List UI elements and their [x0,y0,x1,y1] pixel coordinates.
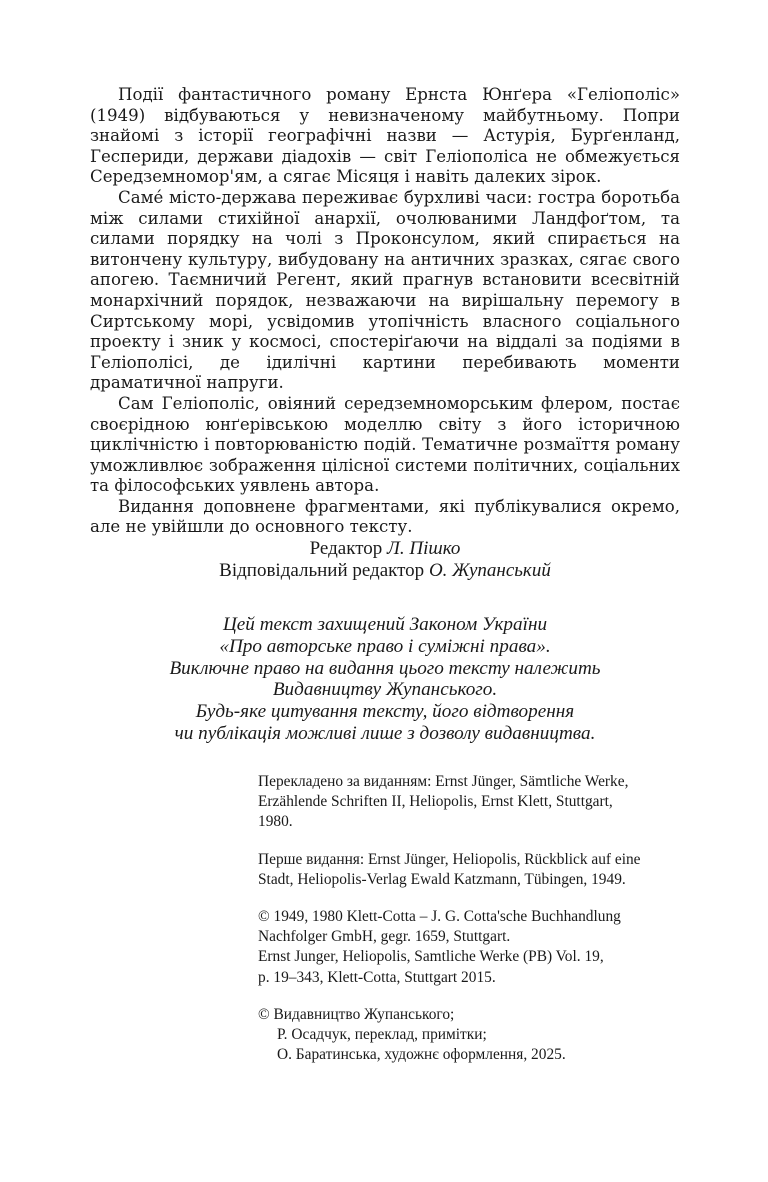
imprint-line: p. 19–343, Klett-Cotta, Stuttgart 2015. [258,968,496,986]
editors-block [90,538,680,582]
imprint [258,772,688,1082]
copyright-notice-line: «Про авторське право і суміжні права». [219,635,551,657]
annotation-paragraph-3: Сам Геліополіс, овіяний середземноморським флером, постає своєрідною юнґерівською моделлю світу з його історичною циклічністю і повторюваністю подій. Тематичне розмаїття роману уможливлює зображення цілісної системи політичних, соціальних та філософських уявлень автора. [90,393,680,496]
annotation-paragraph-2: Саме́ місто-держава переживає бурхливі часи: гостра боротьба між силами стихійної анархії, очолюваними Ландфоґтом, та силами порядку на чолі з Проконсулом, який спирається на витончену культуру, вибудовану на античних зразках, сягає свого апогею. Таємничий Регент, який прагнув встановити всесвітній монархічний порядок, незважаючи на вирішальну перемогу в Сиртському морі, усвідомив утопічність власного соціального проекту і зник у космосі, спостеріґаючи на віддалі за подіями в Геліополісі, де ідилічні картини перебивають моменти драматичної напруги. [90,187,680,393]
imprint-line: Перше видання: Ernst Jünger, Heliopolis, Rückblick auf eine [258,850,641,868]
copyright-notice-line: Видавництву Жупанського. [272,679,498,701]
editor-name: Л. Пішко [387,538,461,559]
copyright-notice-line: чи публікація можливі лише з дозволу видавництва. [174,722,596,744]
copyright-publisher [258,1005,688,1066]
copyright-notice-line: Цей текст захищений Законом України [222,614,548,635]
imprint-line: Ernst Junger, Heliopolis, Samtliche Werke (PB) Vol. 19, [258,948,604,966]
imprint-line: Nachfolger GmbH, gegr. 1659, Stuttgart. [258,928,511,946]
annotation-paragraph-1: Події фантастичного роману Ернста Юнґера «Геліополіс» (1949) відбуваються у невизначеному майбутньому. Попри знайомі з історії географічні назви — Астурія, Бурґенланд, Геспериди, держави діадохів — світ Геліополіса не обмежується Середземномор'ям, а сягає Місяця і навіть далеких зірок. [90,85,680,187]
copyright-notice-line: Будь-яке цитування тексту, його відтворення [195,701,575,723]
editor-label: Редактор [309,538,383,559]
responsible-editor-name: О. Жупанський [428,560,551,581]
translated-from [258,772,688,833]
responsible-editor-label: Відповідальний редактор [219,560,425,581]
copyright-notice-line: Виключне право на видання цього тексту належить [169,657,601,679]
imprint-line: Stadt, Heliopolis-Verlag Ewald Katzmann, Tübingen, 1949. [258,870,626,888]
copyright-notice [90,614,680,745]
imprint-line: Erzählende Schriften II, Heliopolis, Ernst Klett, Stuttgart, [258,793,613,811]
imprint-line: Р. Осадчук, переклад, примітки; [277,1026,487,1044]
imprint-line: 1980. [258,813,293,831]
annotation-paragraph-4: Видання доповнене фрагментами, які публікувалися окремо, але не увійшли до основного тексту. [90,496,680,537]
copyright-original [258,907,688,988]
editor-line [90,538,680,560]
imprint-line: © Видавництво Жупанського; [258,1005,455,1023]
imprint-line: © 1949, 1980 Klett-Cotta – J. G. Cotta'sche Buchhandlung [258,908,621,926]
imprint-line: О. Баратинська, художнє оформлення, 2025. [277,1046,566,1064]
book-annotation [90,85,680,538]
imprint-line: Перекладено за виданням: Ernst Jünger, Sämtliche Werke, [258,773,629,790]
first-edition [258,850,688,890]
responsible-editor-line [90,560,680,582]
